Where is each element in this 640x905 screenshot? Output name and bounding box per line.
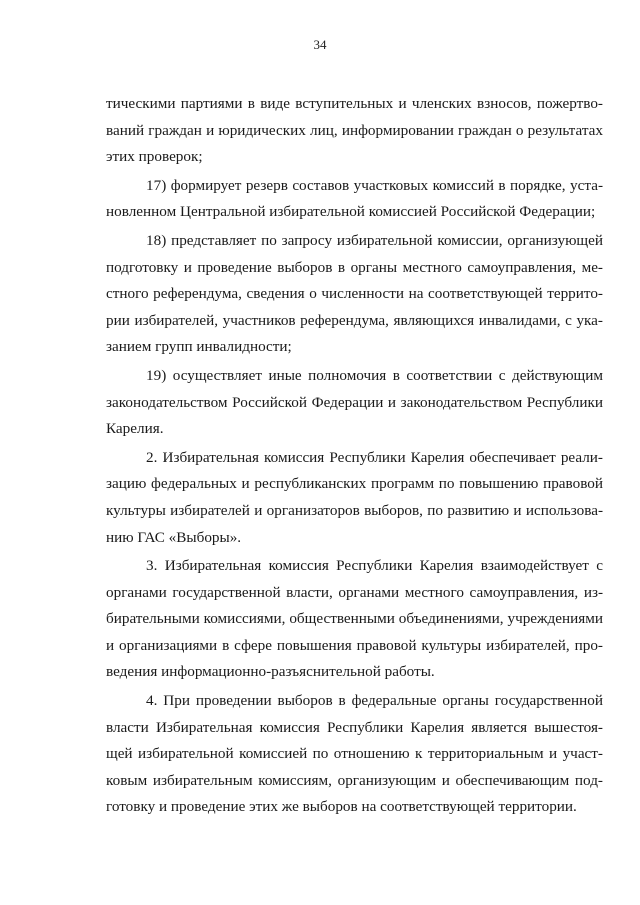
text-line: зацию федеральных и республиканских программ по повышению правовой bbox=[106, 475, 603, 493]
text-line: подготовку и проведение выборов в органы местного самоуправления, ме- bbox=[106, 258, 603, 276]
text-line: занием групп инвалидности; bbox=[106, 338, 292, 356]
text-line: ваний граждан и юридических лиц, информировании граждан о результатах bbox=[106, 121, 603, 139]
paragraph-section-3 bbox=[106, 553, 603, 686]
text-line: ведения информационно-разъяснительной работы. bbox=[106, 663, 435, 681]
text-line: стного референдума, сведения о численности на соответствующей террито- bbox=[106, 285, 603, 303]
paragraph-item-18 bbox=[106, 228, 603, 361]
page-number: 34 bbox=[313, 37, 327, 52]
paragraph-continuation bbox=[106, 91, 603, 171]
text-line: тическими партиями в виде вступительных и членских взносов, пожертво- bbox=[106, 95, 603, 112]
text-line: власти Избирательная комиссия Республики Карелия является вышестоя- bbox=[106, 718, 603, 736]
text-line: культуры избирателей и организаторов выборов, по развитию и использова- bbox=[106, 501, 603, 519]
text-line: 19) осуществляет иные полномочия в соответствии с действующим bbox=[146, 366, 603, 384]
paragraph-item-17 bbox=[106, 173, 603, 226]
text-line: 4. При проведении выборов в федеральные органы государственной bbox=[146, 692, 603, 710]
text-line: нию ГАС «Выборы». bbox=[106, 528, 242, 546]
text-line: Карелия. bbox=[106, 420, 164, 438]
text-line: законодательством Российской Федерации и законодательством Республики bbox=[106, 393, 603, 411]
paragraph-item-19 bbox=[106, 363, 603, 443]
text-line: рии избирателей, участников референдума, являющихся инвалидами, с ука- bbox=[106, 311, 603, 329]
text-line: 17) формирует резерв составов участковых комиссий в порядке, уста- bbox=[146, 176, 603, 194]
paragraph-section-4 bbox=[106, 688, 603, 821]
text-line: 18) представляет по запросу избирательной комиссии, организующей bbox=[146, 231, 603, 249]
text-line: этих проверок; bbox=[106, 148, 203, 166]
text-line: готовку и проведение этих же выборов на соответствующей территории. bbox=[106, 798, 577, 816]
text-line: бирательными комиссиями, общественными объединениями, учреждениями bbox=[106, 610, 603, 628]
text-line: ковым избирательным комиссиям, организующим и обеспечивающим под- bbox=[106, 771, 603, 789]
text-line: 3. Избирательная комиссия Республики Карелия взаимодействует с bbox=[146, 557, 603, 575]
text-line: и организациями в сфере повышения правовой культуры избирателей, про- bbox=[106, 636, 603, 654]
paragraph-section-2 bbox=[106, 445, 603, 551]
text-line: 2. Избирательная комиссия Республики Карелия обеспечивает реали- bbox=[146, 448, 603, 466]
text-line: органами государственной власти, органами местного самоуправления, из- bbox=[106, 583, 603, 601]
text-line: щей избирательной комиссией по отношению к территориальным и участ- bbox=[106, 745, 603, 763]
text-line: новленном Центральной избирательной комиссией Российской Федерации; bbox=[106, 203, 596, 221]
document-body bbox=[106, 91, 603, 821]
